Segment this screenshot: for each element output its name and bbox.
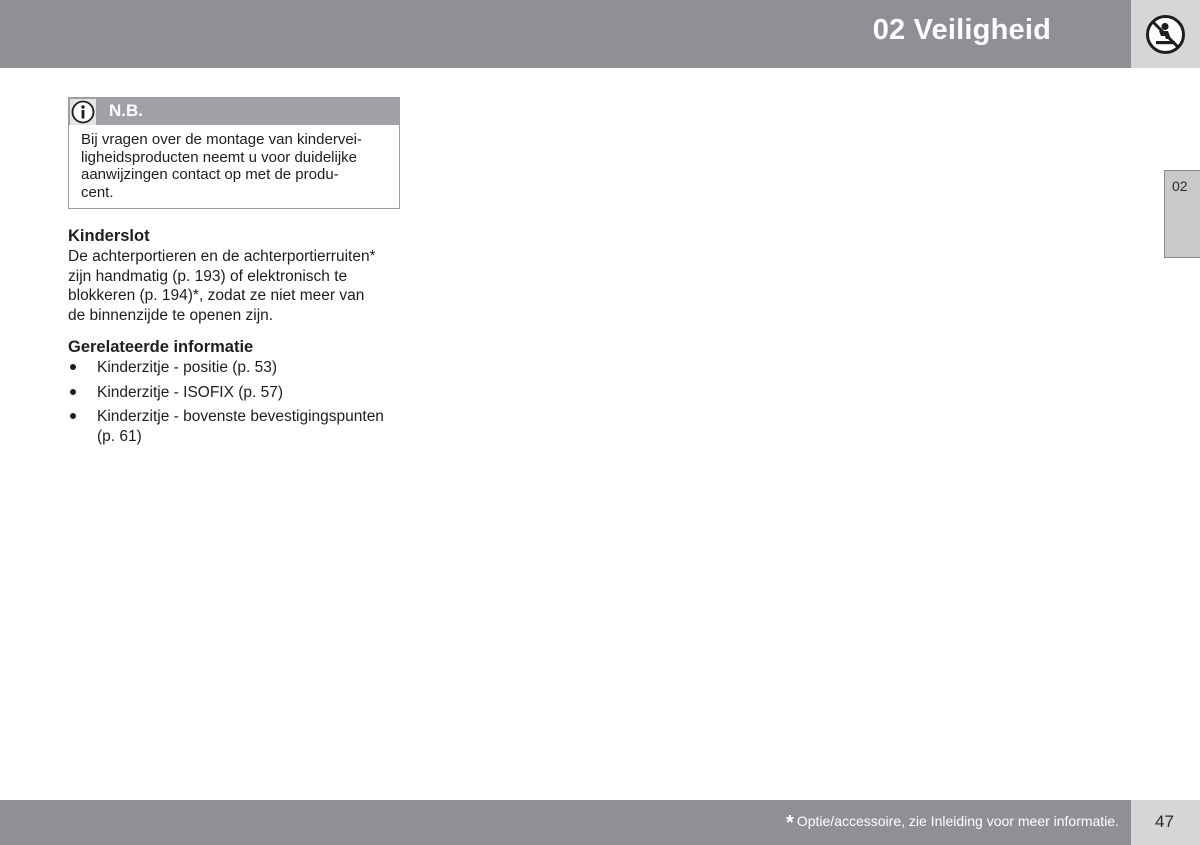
footnote-star: * — [786, 812, 794, 834]
paragraph-line: De achterportieren en de achterportierruiten* — [68, 248, 376, 265]
related-link-positie[interactable] — [68, 358, 384, 378]
chapter-side-tab — [1164, 170, 1200, 258]
note-line: aanwijzingen contact op met de produ- — [81, 166, 339, 183]
related-info-list — [68, 358, 384, 451]
paragraph-line: zijn handmatig (p. 193) of elektronisch te — [68, 267, 348, 285]
chapter-side-tab-label: 02 — [1172, 178, 1188, 194]
bullet-icon — [70, 413, 76, 419]
note-body — [81, 131, 391, 201]
chapter-icon-box — [1131, 0, 1200, 68]
note-box — [68, 97, 400, 209]
page-number: 47 — [1155, 812, 1174, 831]
related-link-text: (p. 61) — [97, 427, 142, 445]
footer-note — [786, 812, 1119, 835]
bullet-icon — [70, 389, 76, 395]
note-line: Bij vragen over de montage van kindervei- — [81, 131, 362, 148]
info-icon — [70, 99, 96, 125]
related-link-text: Kinderzitje - ISOFIX (p. 57) — [97, 383, 284, 401]
chapter-title: 02 Veiligheid — [872, 14, 1051, 46]
page-number-box — [1131, 800, 1200, 845]
note-line: cent. — [81, 183, 114, 201]
kinderslot-heading: Kinderslot — [68, 227, 150, 245]
note-title: N.B. — [109, 101, 143, 120]
no-child-seat-icon — [1145, 14, 1186, 55]
note-header — [69, 98, 399, 125]
related-link-text: Kinderzitje - bovenste bevestigingspunten — [97, 408, 384, 425]
related-link-isofix[interactable] — [68, 383, 384, 403]
header-band — [0, 0, 1131, 68]
paragraph-line: de binnenzijde te openen zijn. — [68, 306, 274, 324]
related-link-bevestigingspunten[interactable] — [68, 407, 384, 446]
bullet-icon — [70, 364, 76, 370]
related-info-heading: Gerelateerde informatie — [68, 338, 254, 356]
paragraph-line: blokkeren (p. 194)*, zodat ze niet meer van — [68, 287, 365, 304]
footer-note-text: Optie/accessoire, zie Inleiding voor meer informatie. — [796, 813, 1119, 829]
note-line: ligheidsproducten neemt u voor duidelijke — [81, 148, 358, 166]
footer-band — [0, 800, 1131, 845]
related-link-text: Kinderzitje - positie (p. 53) — [97, 359, 278, 376]
kinderslot-paragraph — [68, 247, 376, 325]
